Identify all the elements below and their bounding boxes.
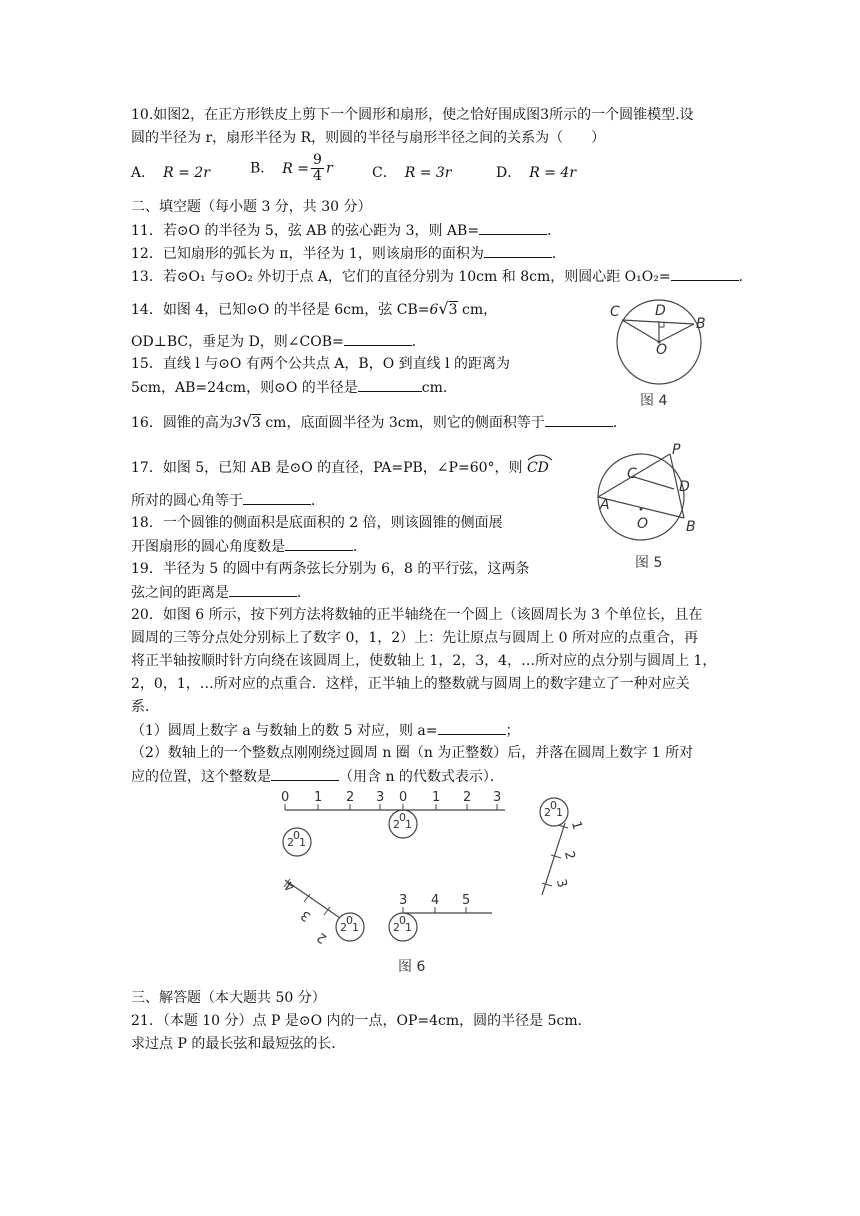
arc-mark [527,453,553,461]
fig6-axis2-tick: 1 [432,790,441,805]
answer-blank[interactable] [484,244,552,258]
fig6-axis2-tick: 2 [463,790,472,805]
q10-option-c[interactable]: C． R = 3r [372,165,452,181]
fig6-circle-digit: 0 [550,799,557,812]
fig6-rot1-tick: 3 [552,877,570,890]
q20-sub1: （1）圆周上数字 a 与数轴上的数 5 对应，则 a= ； [131,723,520,739]
fig6-circle-digit: 2 [544,806,551,819]
fig6-axis2-tick: 3 [493,790,502,805]
q16: 16．圆锥的高为3√3 cm，底面圆半径为 3cm，则它的侧面积等于 ． [131,412,627,431]
fig6-caption: 图 6 [398,959,426,975]
answer-blank[interactable] [358,378,422,392]
fig6-circle-digit: 1 [556,806,563,819]
q15-line2: 5cm，AB=24cm，则⊙O 的半径是 cm． [131,380,457,396]
fig6-axis3-tick: 5 [462,893,471,908]
fig5-label-b: B [686,519,696,535]
q10-line1: 10.如图2，在正方形铁皮上剪下一个圆形和扇形，使之恰好围成图3所示的一个圆锥模型.设 [131,107,694,123]
fig4-label-b: B [696,316,706,332]
q11: 11．若⊙O 的半径为 5，弦 AB 的弦心距为 3，则 AB= ． [131,223,562,239]
section-heading-solutions: 三、解答题（本大题共 50 分） [131,990,326,1006]
fig5-label-c: C [627,466,637,482]
fig6-circle-digit: 1 [299,836,306,849]
q17-line2: 所对的圆心角等于 ． [131,493,325,509]
q20-line5: 系． [131,699,159,715]
answer-blank[interactable] [438,721,506,735]
answer-blank[interactable] [229,583,297,597]
q10-line2: 圆的半径为 r，扇形半径为 R，则圆的半径与扇形半径之间的关系为（ ） [131,130,606,146]
q18-line1: 18．一个圆锥的侧面积是底面积的 2 倍，则该圆锥的侧面展 [131,515,503,531]
fraction: $\frac{9}{4}$ [313,152,322,184]
fig4-label-d: D [655,303,666,319]
q10-option-b[interactable]: B． R = $\frac{9}{4}$ r [250,152,333,184]
fig5-caption: 图 5 [635,555,663,571]
q10-option-d[interactable]: D． R = 4r [496,165,577,181]
fig6-circle-digit: 2 [287,836,294,849]
q20-line4: 2，0，1，…所对应的点重合．这样，正半轴上的整数就与圆周上的数字建立了一种对应关 [131,676,690,692]
answer-blank[interactable] [344,332,412,346]
answer-blank[interactable] [545,413,613,427]
sqrt-sign: √ [241,412,252,431]
fig6-rot1-tick: 1 [567,819,585,832]
fig5-label-o: O [637,516,649,532]
fig5-label-a: A [600,497,610,513]
q19-line2: 弦之间的距离是 ． [131,585,311,601]
answer-blank[interactable] [285,537,353,551]
fig6-circle-digit: 2 [340,921,347,934]
fig6-rot2-tick: 3 [298,906,314,925]
answer-blank[interactable] [479,221,547,235]
fig6-circle-digit: 1 [352,921,359,934]
q21-line1: 21．（本题 10 分）点 P 是⊙O 内的一点，OP=4cm，圆的半径是 5cm． [131,1013,592,1029]
q21-line2: 求过点 P 的最长弦和最短弦的长． [131,1036,346,1052]
q20-sub2b: 应的位置，这个整数是 （用含 n 的代数式表示）． [131,769,504,785]
fig6-circle-digit: 0 [399,914,406,927]
q19-line1: 19．半径为 5 的圆中有两条弦长分别为 6，8 的平行弦，这两条 [131,561,530,577]
answer-blank[interactable] [671,267,739,281]
fig6-axis2-tick: 0 [399,790,408,805]
fig4-label-o: O [656,342,668,358]
q20-line3: 将正半轴按顺时针方向绕在该圆周上，使数轴上 1，2，3，4，…所对应的点分别与圆周上 1， [131,653,717,669]
fig6-circle-digit: 1 [405,921,412,934]
fig6-axis1-tick: 3 [376,790,385,805]
q12: 12．已知扇形的弧长为 π，半径为 1，则该扇形的面积为 ． [131,246,566,262]
fig6-axis1-tick: 2 [346,790,355,805]
answer-blank[interactable] [271,767,339,781]
answer-blank[interactable] [243,491,311,505]
fig6-axis3-tick: 4 [431,893,440,908]
q20-sub2a: （2）数轴上的一个整数点刚刚绕过圆周 n 圈（n 为正整数）后，并落在圆周上数字 1 所对 [131,745,694,761]
q14-line1: 14．如图 4，已知⊙O 的半径是 6cm，弦 CB=6√3 cm， [131,299,498,318]
fig6-circle-digit: 2 [393,921,400,934]
section-heading-fill-blanks: 二、填空题（每小题 3 分，共 30 分） [131,199,372,215]
fig6-circle-digit: 0 [399,811,406,824]
fig4-label-c: C [610,304,620,320]
q13: 13．若⊙O₁ 与⊙O₂ 外切于点 A，它们的直径分别为 10cm 和 8cm，则圆心距 O₁O₂= ． [131,269,753,285]
fig6-rot2-tick: 4 [282,876,298,895]
arc-cd: CD [527,459,549,477]
q20-line1: 20．如图 6 所示，按下列方法将数轴的正半轴绕在一个圆上（该圆周长为 3 个单位长，且在 [131,607,703,623]
fig6-circle-digit: 1 [405,818,412,831]
q18-line2: 开图扇形的圆心角度数是 ． [131,539,367,555]
fig5-label-d: D [679,479,690,495]
fig6-axis1-tick: 0 [281,790,290,805]
q14-line2: OD⊥BC，垂足为 D，则∠COB= ． [131,334,426,350]
fig5-label-p: P [672,442,681,458]
fig6-rot1-tick: 2 [560,849,578,862]
q15-line1: 15．直线 l 与⊙O 有两个公共点 A，B，O 到直线 l 的距离为 [131,356,511,372]
fig6-circle-digit: 0 [346,914,353,927]
fig6-circle-digit: 0 [293,829,300,842]
fig6-rot2-tick: 2 [314,928,330,947]
fig6-circle-digit: 2 [393,818,400,831]
fig6-axis3-tick: 3 [399,893,408,908]
q20-line2: 圆周的三等分点处分别标上了数字 0，1，2）上：先让原点与圆周上 0 所对应的点重合，再 [131,630,698,646]
sqrt-sign: √ [438,299,449,318]
fig4-caption: 图 4 [640,393,668,409]
fig6-axis1-tick: 1 [314,790,323,805]
q10-option-a[interactable]: A． R = 2r [131,165,210,181]
q17-line1: 17．如图 5，已知 AB 是⊙O 的直径，PA=PB，∠P=60°，则 CD [131,459,549,477]
